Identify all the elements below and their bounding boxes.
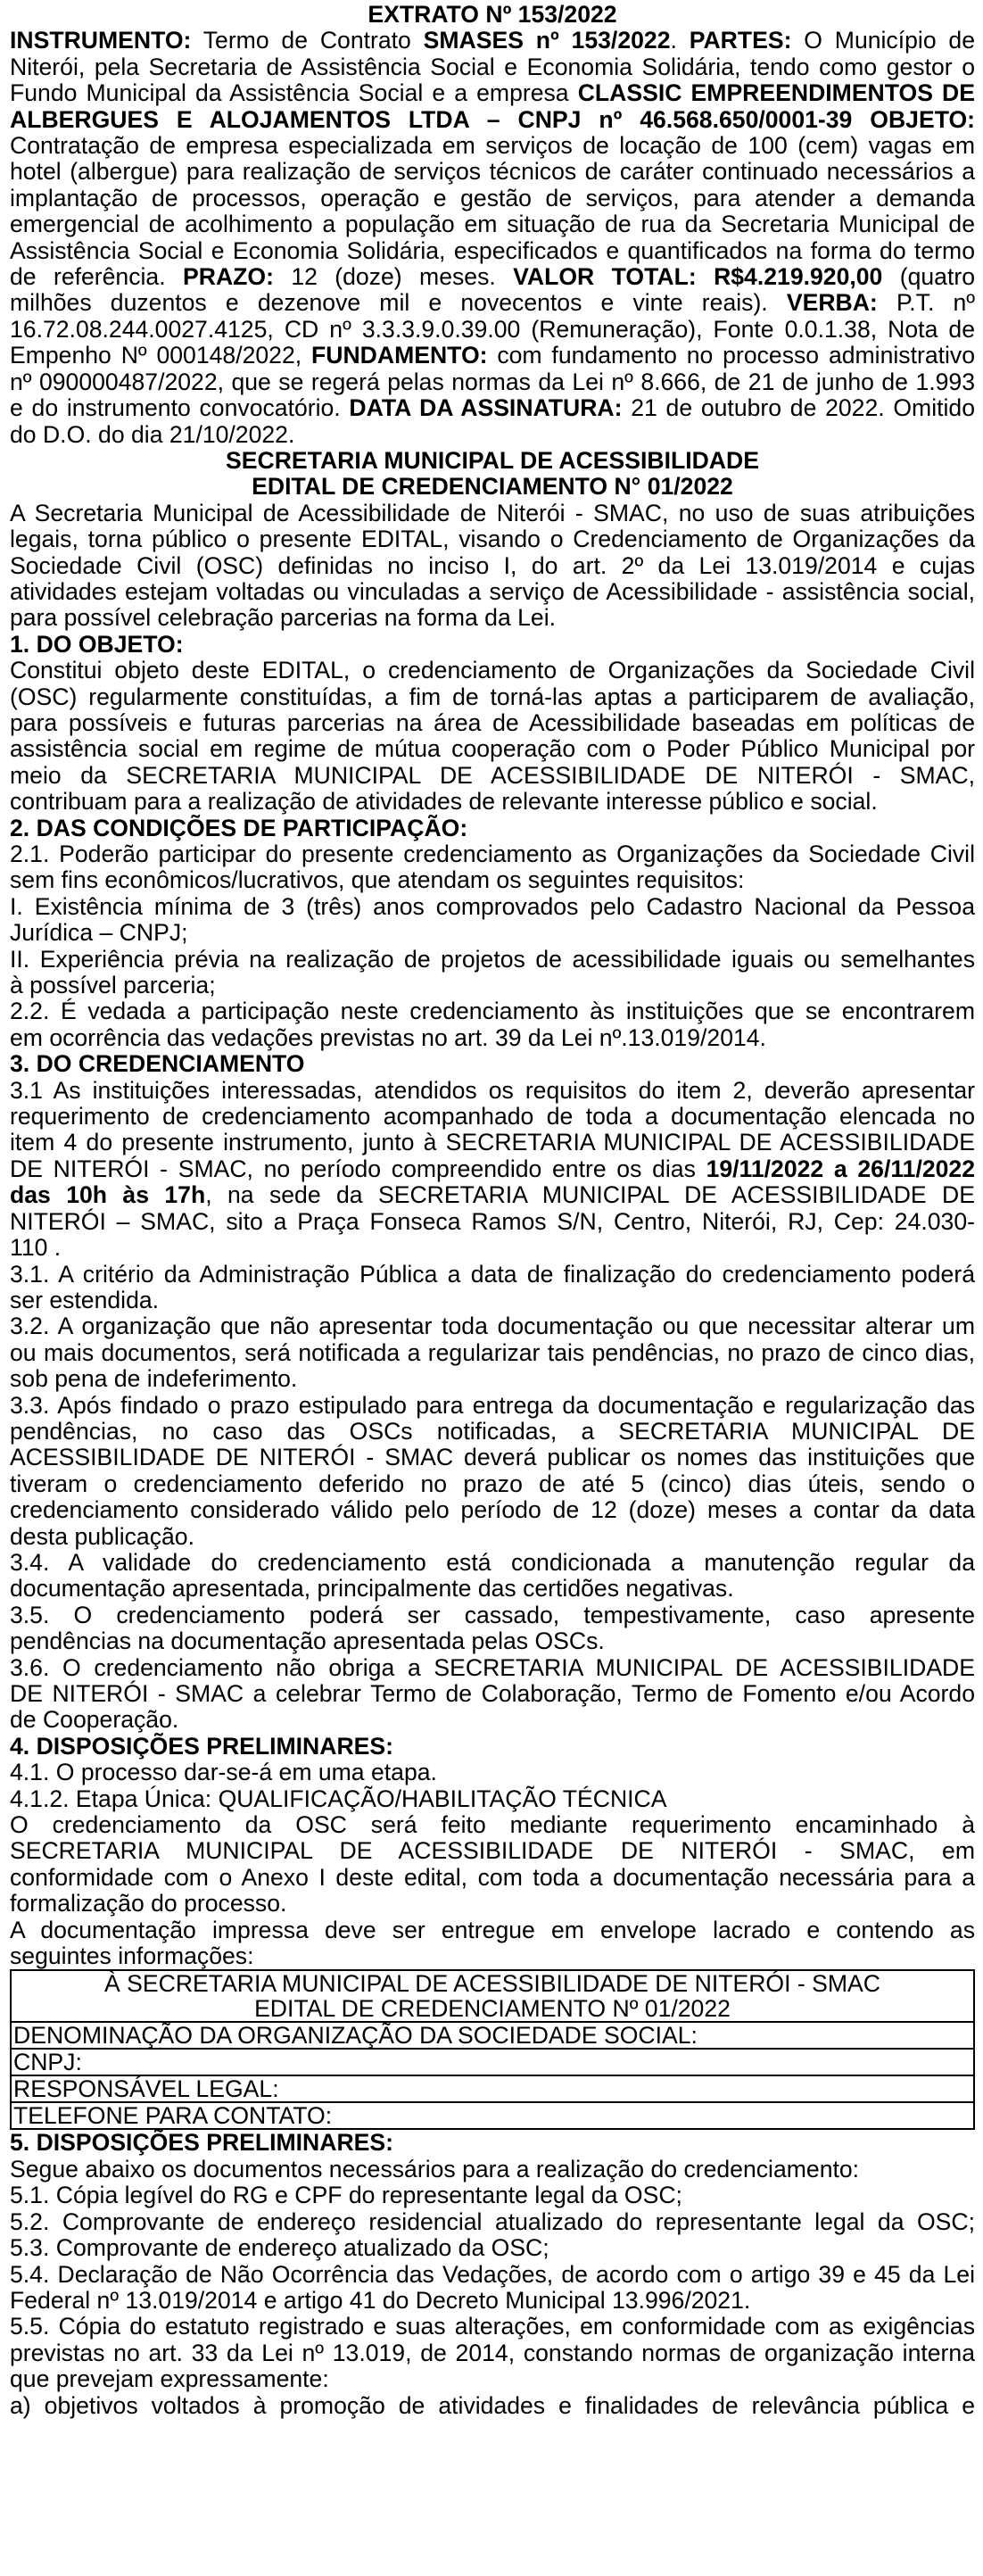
text-line <box>10 343 975 369</box>
text-line <box>10 1393 975 1419</box>
text: 3.4. A validade do credenciamento está condicionada a manutenção regular da <box>10 1548 975 1576</box>
text-line <box>10 1497 975 1523</box>
text: previstas no art. 33 da Lei nº 13.019, de 2014, constando normas de organização interna <box>10 2339 975 2366</box>
text: DE NITERÓI - SMAC a celebrar Termo de Colaboração, Termo de Fomento e/ou Acordo <box>10 1680 975 1707</box>
text-line <box>10 369 975 395</box>
text-line <box>10 2262 975 2288</box>
text-line <box>10 1471 975 1497</box>
text: de Cooperação. <box>10 1706 179 1734</box>
edital-body-documents <box>10 2130 975 2418</box>
text-line <box>10 422 975 448</box>
text-line <box>10 1313 975 1339</box>
text: pendências, no caso das OSCs notificadas, a SECRETARIA MUNICIPAL DE <box>10 1417 975 1445</box>
bold-text: 5. DISPOSIÇÕES PRELIMINARES: <box>10 2129 394 2157</box>
envelope-header-edital: EDITAL DE CREDENCIAMENTO Nº 01/2022 <box>11 1996 974 2022</box>
text-line <box>10 1891 975 1917</box>
text <box>697 263 714 290</box>
text: 3.2. A organização que não apresentar toda documentação ou que necessitar alterar um <box>10 1313 975 1340</box>
text-line <box>10 1918 975 1943</box>
text: 5.3. Comprovante de endereço atualizado da OSC; <box>10 2234 549 2262</box>
text: Federal nº 13.019/2014 e artigo 41 do Decreto Municipal 13.996/2021. <box>10 2286 751 2314</box>
text: emergencial de acolhimento a população em situação de rua da Secretaria Municipal de <box>10 211 975 238</box>
text: 3.1. A critério da Administração Pública a data de finalização do credenciamento poderá <box>10 1260 975 1288</box>
bold-text: 1. DO OBJETO: <box>10 630 184 658</box>
text: 5.4. Declaração de Não Ocorrência das Vedações, de acordo com o artigo 39 e 45 da Lei <box>10 2260 975 2288</box>
text: SECRETARIA MUNICIPAL DE ACESSIBILIDADE DE NITERÓI - SMAC, em <box>10 1837 975 1865</box>
extrato-title: EXTRATO Nº 153/2022 <box>368 1 617 28</box>
text-line <box>10 1838 975 1864</box>
text: ACESSIBILIDADE DE NITERÓI - SMAC deverá publicar os nomes das instituições que <box>10 1444 975 1471</box>
text-line <box>10 1262 975 1288</box>
text-line <box>10 2209 975 2235</box>
text: NITERÓI – SMAC, sito a Praça Fonseca Ramos S/N, Centro, Niterói, RJ, Cep: 24.030- <box>10 1207 975 1235</box>
text: tiveram o credenciamento deferido no prazo de até 5 (cinco) dias úteis, sendo o <box>10 1470 975 1497</box>
text-line <box>10 211 975 237</box>
bold-text: ALBERGUES E ALOJAMENTOS LTDA – CNPJ nº 46.568.650/0001-39 OBJETO: <box>10 105 975 133</box>
text: Constitui objeto deste EDITAL, o credenciamento de Organizações da Sociedade Civil <box>10 657 975 684</box>
text: 5.1. Cópia legível do RG e CPF do representante legal da OSC; <box>10 2182 682 2209</box>
envelope-field-cnpj: CNPJ: <box>11 2049 974 2075</box>
text: legais, torna público o presente EDITAL, visando o Credenciamento de Organizações da <box>10 526 975 553</box>
text-line <box>10 789 975 815</box>
text-line <box>10 526 975 552</box>
text-line <box>10 2183 975 2208</box>
bold-text: R$4.219.920,00 <box>714 263 883 291</box>
text: , na sede da SECRETARIA MUNICIPAL DE ACESSIBILIDADE DE <box>205 1181 975 1209</box>
edital-body <box>10 501 975 1970</box>
text-line <box>10 1786 975 1812</box>
envelope-field-denominacao: DENOMINAÇÃO DA ORGANIZAÇÃO DA SOCIEDADE SOCIAL: <box>11 2022 974 2049</box>
text: 2.1. Poderão participar do presente credenciamento as Organizações da Sociedade Civil <box>10 841 975 867</box>
text-line <box>10 1628 975 1654</box>
text-line <box>10 658 975 683</box>
text-line <box>10 2314 975 2340</box>
text-line <box>10 763 975 789</box>
bold-text: PRAZO: <box>183 263 274 291</box>
text-line <box>10 894 975 920</box>
text-line <box>10 2366 975 2392</box>
text-line <box>10 920 975 946</box>
text-line <box>10 684 975 710</box>
extrato-section <box>10 28 975 448</box>
text: atividades estejam voltadas ou vinculadas a serviço de Acessibilidade - assistência social, <box>10 577 975 605</box>
text: milhões duzentos e dezenove mil e novecentos e vinte reais). <box>10 289 787 317</box>
text-line <box>10 1130 975 1155</box>
text-line <box>10 1576 975 1602</box>
text: e do instrumento convocatório. <box>10 394 350 422</box>
text-line <box>10 1707 975 1733</box>
text-line <box>10 1943 975 1969</box>
text-line <box>10 736 975 762</box>
text: de referência. <box>10 263 183 291</box>
text-line <box>10 1340 975 1366</box>
envelope-info-table <box>10 1969 975 2130</box>
text-line <box>10 1655 975 1681</box>
text: Sociedade Civil (OSC) definidas no inciso I, do art. 2º da Lei 13.019/2014 e cujas <box>10 551 975 579</box>
text: (OSC) regularmente constituídas, a fim de torná-las aptas a participarem de avaliação, <box>10 683 975 710</box>
text: à possível parceria; <box>10 972 216 999</box>
text-line <box>10 1550 975 1576</box>
text: contribuam para a realização de atividades de relevante interesse público e social. <box>10 788 878 816</box>
bold-text: CLASSIC EMPREENDIMENTOS DE <box>577 79 975 107</box>
text: assistência social em regime de mútua cooperação com o Poder Público Municipal por <box>10 735 975 763</box>
text-line <box>10 1445 975 1470</box>
text: . <box>670 27 690 54</box>
text: ou mais documentos, será notificada a regularizar tais pendências, no prazo de cinco dias, <box>10 1338 975 1366</box>
text-line <box>10 133 975 159</box>
text-line <box>10 1812 975 1838</box>
bold-text: FUNDAMENTO: <box>311 342 488 369</box>
text-line <box>10 1288 975 1313</box>
bold-text: das 10h às 17h <box>10 1181 206 1209</box>
text: DE NITERÓI - SMAC, no período compreendido entre os dias <box>10 1155 706 1182</box>
text-line <box>10 632 975 658</box>
text: Jurídica – CNPJ; <box>10 919 188 947</box>
secretaria-title: SECRETARIA MUNICIPAL DE ACESSIBILIDADE <box>226 446 759 474</box>
bold-text: PARTES: <box>689 27 792 54</box>
text: 3.1 As instituições interessadas, atendidos os requisitos do item 2, deverão apresentar <box>10 1076 975 1104</box>
text: 3.5. O credenciamento poderá ser cassado, tempestivamente, caso apresente <box>10 1601 975 1628</box>
text-line <box>10 710 975 736</box>
text-line <box>10 28 975 54</box>
text-line <box>10 238 975 264</box>
text-line <box>10 2157 975 2183</box>
text-line <box>10 159 975 185</box>
text-line <box>10 579 975 605</box>
text: 2.2. É vedada a participação neste credenciamento às instituições que se encontrarem <box>10 998 975 1025</box>
envelope-field-responsavel: RESPONSÁVEL LEGAL: <box>11 2075 974 2102</box>
text-line <box>10 553 975 579</box>
text-line <box>10 1734 975 1760</box>
text-line <box>10 2393 975 2419</box>
text: Fundo Municipal da Assistência Social e a empresa <box>10 79 578 107</box>
text: implantação de processos, operação e gestão de serviços, para atender a demanda <box>10 184 975 211</box>
envelope-field-telefone: TELEFONE PARA CONTATO: <box>11 2102 974 2129</box>
text: A Secretaria Municipal de Acessibilidade de Niterói - SMAC, no uso de suas atribuições <box>10 499 975 526</box>
text: sem fins econômicos/lucrativos, que atendam os seguintes requisitos: <box>10 866 745 894</box>
text: 21 de outubro de 2022. Omitido <box>622 394 975 422</box>
bold-text: INSTRUMENTO: <box>10 27 192 54</box>
text-line <box>10 816 975 841</box>
text-line <box>10 1025 975 1051</box>
text: Niterói, pela Secretaria de Assistência Social e Economia Solidária, tendo como gestor o <box>10 53 975 80</box>
text-line <box>10 1681 975 1707</box>
bold-text: 4. DISPOSIÇÕES PRELIMINARES: <box>10 1732 394 1760</box>
text-line <box>10 501 975 526</box>
envelope-header-recipient: À SECRETARIA MUNICIPAL DE ACESSIBILIDADE DE NITERÓI - SMAC <box>11 1970 974 1996</box>
text: Empenho Nº 000148/2022, <box>10 342 312 369</box>
bold-text: SMASES nº 153/2022 <box>423 27 671 54</box>
text-line <box>10 1182 975 1208</box>
text: com fundamento no processo administrativo <box>487 342 976 369</box>
text: desta publicação. <box>10 1522 194 1550</box>
text: Termo de Contrato <box>191 27 424 54</box>
text: em ocorrência das vedações previstas no art. 39 da Lei nº.13.019/2014. <box>10 1023 766 1051</box>
text: O Município de <box>791 27 976 54</box>
text: 12 (doze) meses. <box>273 263 514 291</box>
text-line <box>10 395 975 421</box>
text: 4.1. O processo dar-se-á em uma etapa. <box>10 1759 437 1786</box>
text: 3.6. O credenciamento não obriga a SECRETARIA MUNICIPAL DE ACESSIBILIDADE <box>10 1653 975 1681</box>
text-line <box>10 2130 975 2156</box>
text-line <box>10 1235 975 1261</box>
text: I. Existência mínima de 3 (três) anos comprovados pelo Cadastro Nacional da Pessoa <box>10 892 975 920</box>
text-line <box>10 264 975 290</box>
text: 3.3. Após findado o prazo estipulado para entrega da documentação e regularização das <box>10 1391 975 1419</box>
text-line <box>10 605 975 631</box>
bold-text: 2. DAS CONDIÇÕES DE PARTICIPAÇÃO: <box>10 814 468 841</box>
text: do D.O. do dia 21/10/2022. <box>10 420 295 448</box>
text: ser estendida. <box>10 1286 160 1313</box>
text-line <box>10 867 975 893</box>
text-line <box>10 186 975 211</box>
text-line <box>10 290 975 316</box>
text: Assistência Social e Economia Solidária, especificados e quantificados na forma do termo <box>10 236 975 264</box>
text: P.T. nº <box>877 289 975 317</box>
text: Contratação de empresa especializada em serviços de locação de 100 (cem) vagas em <box>10 132 975 160</box>
text: 110 . <box>10 1234 62 1262</box>
bold-text: DATA DA ASSINATURA: <box>349 394 623 422</box>
text: O credenciamento da OSC será feito mediante requerimento encaminhado à <box>10 1811 975 1839</box>
text-line <box>10 973 975 998</box>
text: 16.72.08.244.0027.4125, CD nº 3.3.3.9.0.39.00 (Remuneração), Fonte 0.0.1.38, Nota de <box>10 315 975 343</box>
text-line <box>10 1603 975 1628</box>
text-line <box>10 2235 975 2261</box>
text-line <box>10 107 975 133</box>
text: hotel (albergue) para realização de serviços técnicos de caráter continuado necessários a <box>10 158 975 186</box>
text-line <box>10 1865 975 1891</box>
text: para possível celebração parcerias na forma da Lei. <box>10 604 556 632</box>
text: 5.5. Cópia do estatuto registrado e suas alterações, em conformidade com as exigências <box>10 2313 975 2340</box>
text-line <box>10 998 975 1024</box>
text-line <box>10 54 975 80</box>
text-line <box>10 947 975 973</box>
text: pendências na documentação apresentada pelas OSCs. <box>10 1628 605 1655</box>
text-line <box>10 1156 975 1182</box>
text: Segue abaixo os documentos necessários para a realização do credenciamento: <box>10 2155 860 2183</box>
text: credenciamento considerado válido pelo período de 12 (doze) meses a contar da data <box>10 1496 975 1524</box>
bold-text: VALOR TOTAL: <box>513 263 697 291</box>
text: sob pena de indeferimento. <box>10 1365 298 1393</box>
text: requerimento de credenciamento acompanhado de toda a documentação elencada no <box>10 1103 975 1131</box>
text: seguintes informações: <box>10 1942 254 1970</box>
text-line <box>10 317 975 343</box>
text-line <box>10 1078 975 1104</box>
bold-text: 19/11/2022 a 26/11/2022 <box>706 1155 975 1182</box>
text-line <box>10 841 975 867</box>
text: para possíveis e futuras parcerias na área de Acessibilidade baseadas em políticas de <box>10 708 975 736</box>
text: 4.1.2. Etapa Única: QUALIFICAÇÃO/HABILITAÇÃO TÉCNICA <box>10 1785 667 1812</box>
text: formalização do processo. <box>10 1890 287 1918</box>
bold-text: VERBA: <box>786 289 878 317</box>
text: documentação apresentada, principalmente das certidões negativas. <box>10 1575 734 1603</box>
text-line <box>10 1051 975 1077</box>
bold-text: 3. DO CREDENCIAMENTO <box>10 1050 305 1078</box>
text-line <box>10 1104 975 1130</box>
text-line <box>10 1419 975 1445</box>
text-line <box>10 2288 975 2314</box>
text: que prevejam expressamente: <box>10 2365 329 2393</box>
text-line <box>10 1209 975 1235</box>
text: meio da SECRETARIA MUNICIPAL DE ACESSIBILIDADE DE NITERÓI - SMAC, <box>10 761 975 789</box>
edital-title: EDITAL DE CREDENCIAMENTO N° 01/2022 <box>252 473 733 501</box>
text: II. Experiência prévia na realização de projetos de acessibilidade iguais ou semelhantes <box>10 945 975 973</box>
text-line <box>10 1524 975 1550</box>
text: A documentação impressa deve ser entregue em envelope lacrado e contendo as <box>10 1916 975 1943</box>
text-line <box>10 1760 975 1785</box>
text: conformidade com o Anexo I deste edital, com toda a documentação necessária para a <box>10 1863 975 1891</box>
text-line <box>10 1366 975 1392</box>
text: 5.2. Comprovante de endereço residencial atualizado do representante legal da OSC; <box>10 2207 975 2235</box>
text: item 4 do presente instrumento, junto à SECRETARIA MUNICIPAL DE ACESSIBILIDADE <box>10 1129 975 1156</box>
text-line <box>10 80 975 106</box>
text: nº 090000487/2022, que se regerá pelas normas da Lei nº 8.666, de 21 de junho de 1.993 <box>10 368 975 395</box>
text: (quatro <box>882 263 975 291</box>
text-line <box>10 2340 975 2366</box>
text: a) objetivos voltados à promoção de atividades e finalidades de relevância pública e <box>10 2391 975 2419</box>
